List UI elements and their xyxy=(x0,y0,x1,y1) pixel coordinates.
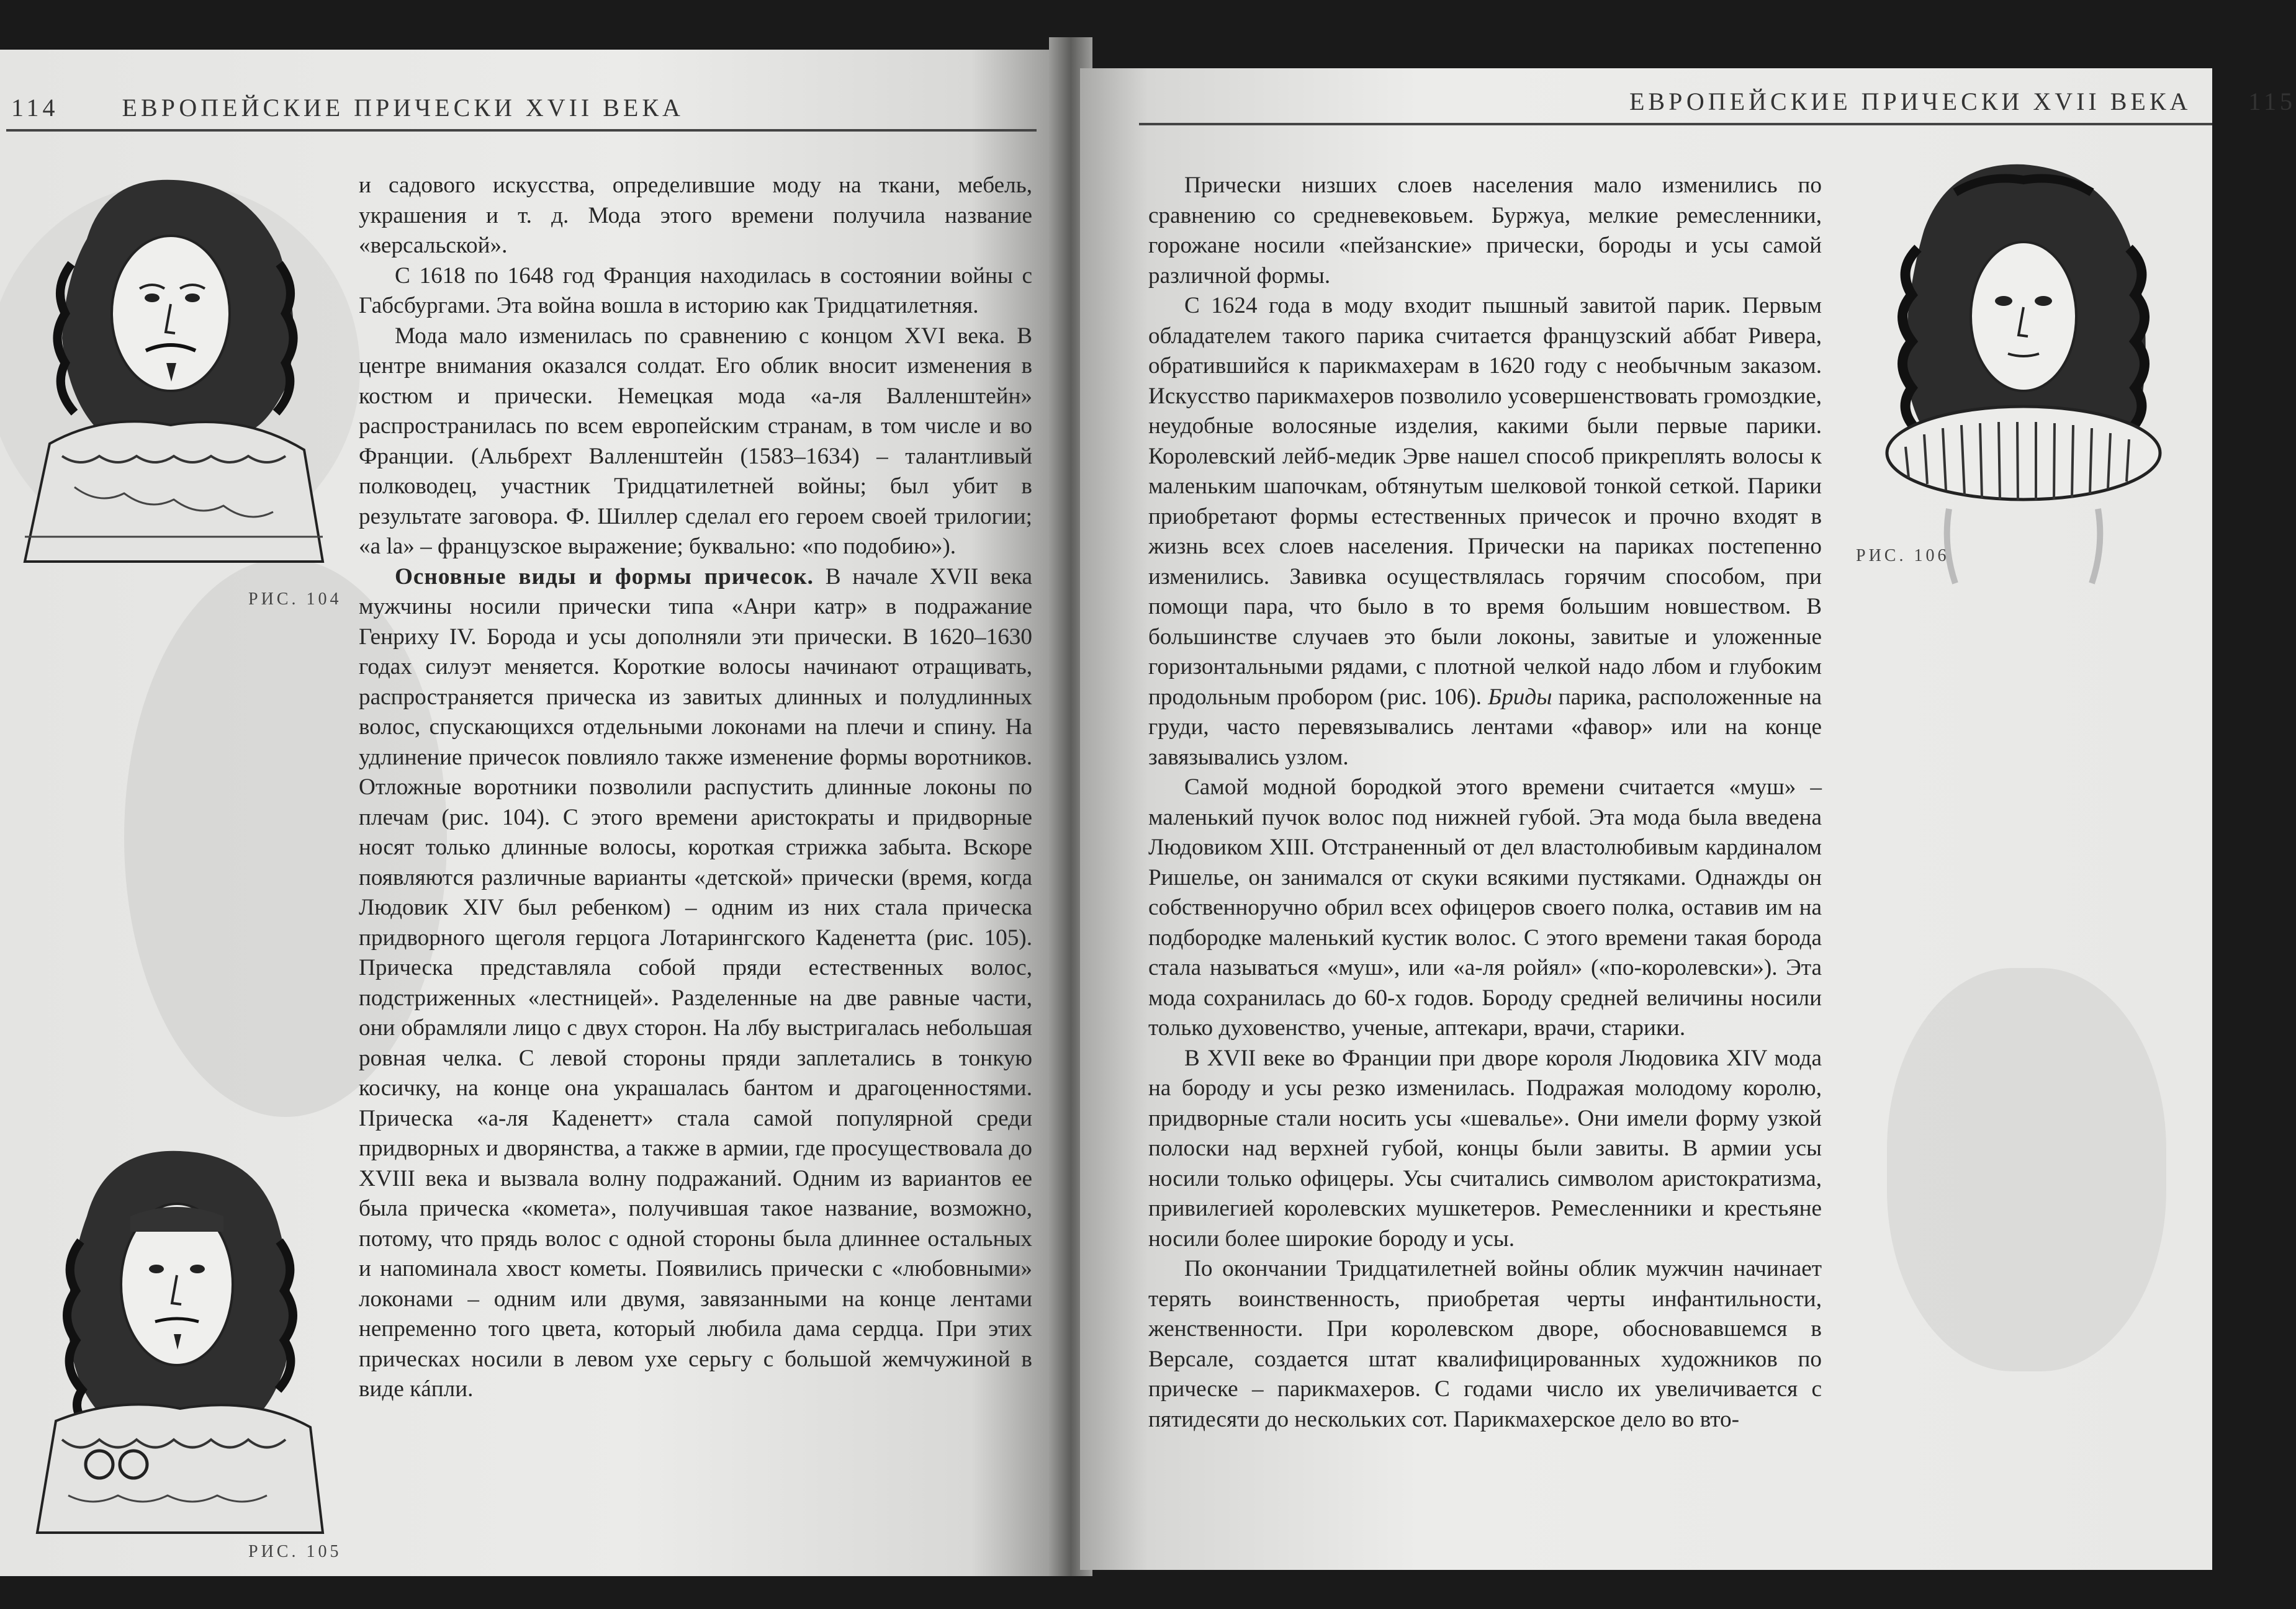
paragraph: По окончании Тридцатилетней войны облик мужчин начинает терять воинственность, приобретая черты инфантильности, женственности. При королевском дворе, обосновавшемся в Версале, создается штат квалифицированных художников по прическе – парикмахеров. С годами число их увеличивается с пятидесяти до нескольких сот. Парикмахерское дело во вто- xyxy=(1148,1256,1822,1432)
left-text-column xyxy=(359,171,1032,1405)
figure-caption-105: РИС. 105 xyxy=(248,1542,342,1561)
paragraph: В XVII веке во Франции при дворе короля Людовика XIV мода на бороду и усы резко изменилась. Подражая молодому королю, придворные стали носить усы «шевалье». Они имели форму узкой полоски над верхней губой, концы были завиты. В армии усы носили только офицеры. Усы считались символом аристократизма, привилегией королевских мушкетеров. Ремесленники и крестьяне носили более широкие бороду и усы. xyxy=(1148,1045,1822,1252)
section-heading: Основные виды и формы причесок. xyxy=(395,563,814,589)
paragraph: Прически низших слоев населения мало изменились по сравнению со средневековьем. Буржуа, мелкие ремесленники, горожане носили «пейзанские» прически, бороды и усы самой различной формы. xyxy=(1148,173,1822,289)
paragraph-body-end: парика, расположенные на груди, часто перевязывались лентами «фавор» или на конце завязывались узлом. xyxy=(1148,684,1822,770)
right-text-column xyxy=(1148,171,1822,1435)
paragraph: Самой модной бородкой этого времени считается «муш» – маленький пучок волос под нижней губой. Эта мода была введена Людовиком XIII. Отстраненный от дел властолюбивым кардиналом Ришелье, он занимался от скуки всякими пустяками. Однажды он собственноручно обрил всех офицеров своего полка, оставив им на подбородке маленький кустик волос. С этого времени такая борода стала называться «муш», или «а-ля ройял» («по-королевски»). Эта мода сохранилась до 60-х годов. Бороду средней величины носили только духовенство, ученые, аптекари, врачи, старики. xyxy=(1148,774,1822,1041)
portrait-fig-104 xyxy=(12,164,335,574)
paragraph xyxy=(1148,291,1822,773)
page-number: 114 xyxy=(11,94,59,122)
header-rule xyxy=(6,129,1037,132)
paragraph: и садового искусства, определившие моду на ткани, мебель, украшения и т. д. Мода этого времени получила название «версальской». xyxy=(359,173,1032,258)
left-page xyxy=(0,50,1055,1576)
header-rule xyxy=(1139,123,2212,125)
portrait-fig-105 xyxy=(19,1129,341,1539)
paragraph: Мода мало изменилась по сравнению с концом XVI века. В центре внимания оказался солдат. Его облик вносит изменения в костюм и прически. Немецкая мода «а-ля Валленштейн» распространилась по всем европейским странам, в том числе и во Франции. (Альбрехт Валленштейн (1583–1634) – талантливый полководец, участник Тридцатилетней войны; был убит в результате заговора. Ф. Шиллер сделал его героем своей трилогии; «а la» – французское выражение; буквально: «по подобию»). xyxy=(359,323,1032,559)
paragraph-body: С 1624 года в моду входит пышный завитой парик. Первым обладателем такого парика считается французский аббат Ривера, обратившийся к парикмахерам в 1620 году с необычным заказом. Искусство парикмахеров позволило усовершенствовать громоздкие, неудобные волосяные изделия, какими были первые парики. Королевский лейб-медик Эрве нашел способ прикреплять волосы к маленьким шапочкам, обтянутым шелковой тонкой сеткой. Парики приобретают формы естественных причесок и прочно входят в жизнь всех слоев населения. Прически на париках постепенно изменились. Завивка осуществлялась горячим способом, при помощи пара, что было в то время большим новшеством. В большинстве случаев это были локоны, завитые и уложенные горизонтальными рядами, с плотной челкой надо лбом и глубоким продольным пробором (рис. 106). xyxy=(1148,293,1822,710)
right-page xyxy=(1080,68,2296,1570)
running-head: ЕВРОПЕЙСКИЕ ПРИЧЕСКИ XVII ВЕКА xyxy=(122,94,684,122)
paragraph: С 1618 по 1648 год Франция находилась в состоянии войны с Габсбургами. Эта война вошла в историю как Тридцатилетняя. xyxy=(359,262,1032,318)
italic-term: Бриды xyxy=(1488,684,1552,710)
figure-caption-106: РИС. 106 xyxy=(1856,546,1950,565)
page-header xyxy=(1629,87,2296,116)
bleed-through-portrait xyxy=(1887,968,2166,1371)
page-header xyxy=(11,93,684,122)
paragraph xyxy=(359,562,1032,1405)
figure-caption-104: РИС. 104 xyxy=(248,589,342,609)
running-head: ЕВРОПЕЙСКИЕ ПРИЧЕСКИ XVII ВЕКА xyxy=(1629,87,2192,115)
page-number: 115 xyxy=(2248,87,2296,115)
paragraph-body: В начале XVII века мужчины носили прически типа «Анри катр» в подражание Генриху IV. Борода и усы дополняли эти прически. В 1620–1630 годах силуэт меняется. Короткие волосы начинают отращивать, распространяется прическа из завитых длинных и полудлинных волос, спускающихся отдельными локонами на плечи и спину. На удлинение причесок повлияло также изменение формы воротников. Отложные воротники позволили распустить длинные локоны по плечам (рис. 104). С этого времени аристократы и придворные носят только длинные волосы, короткая стрижка забыта. Вскоре появляются различные варианты «детской» прически (время, когда Людовик XIV был ребенком) – одним из них стала прическа придворного щеголя герцога Лотарингского Каденетта (рис. 105). Прическа представляла собой пряди естественных волос, подстриженных «лестницей». Разделенные на две равные части, они обрамляли лицо с двух сторон. На лбу выстригалась небольшая ровная челка. С левой стороны пряди заплетались в тонкую косичку, на конце она украшалась бантом и драгоценностями. Прическа «а-ля Каденетт» стала самой популярной среди придворных и дворянства, а также в армии, где просуществовала до XVIII века и вызвала волну подражаний. Одним из вариантов ее была прическа «комета», получившая такое название, возможно, потому, что прядь волос с одной стороны была длиннее остальных и напоминала хвост кометы. Появились прически с «любовными» локонами – одним или двумя, завязанными на конце лентами непременно того цвета, который любила дама сердца. При этих прическах носили в левом ухе серьгу с большой жемчужиной в виде кáпли. xyxy=(359,563,1033,1402)
